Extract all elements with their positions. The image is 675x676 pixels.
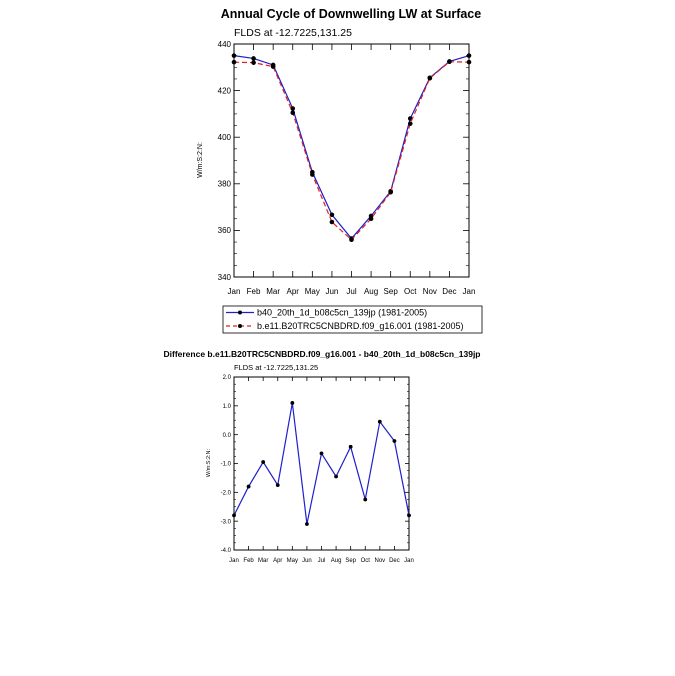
chart1-series-2-point — [369, 216, 374, 221]
chart1-series-1-point — [330, 212, 335, 217]
chart2-series-1-point — [232, 514, 236, 518]
legend-marker-series-2 — [238, 324, 242, 328]
chart2-subtitle: FLDS at -12.7225,131.25 — [234, 363, 319, 372]
chart1-ytick-label: 380 — [217, 179, 231, 189]
chart2-ylabel: W/m:S:2:N: — [206, 448, 212, 478]
chart1-title: Annual Cycle of Downwelling LW at Surface — [220, 7, 482, 21]
chart1-plot-frame — [234, 44, 469, 277]
chart2-xtick-label: Oct — [360, 558, 370, 564]
chart1-xtick-label: Jan — [462, 287, 476, 296]
chart1-legend — [223, 306, 482, 333]
chart1-series-line-2 — [234, 62, 469, 240]
chart1-ytick-label: 400 — [217, 133, 231, 142]
chart1-xtick-label: Dec — [442, 287, 457, 296]
chart1-series-2-point — [271, 64, 276, 69]
chart1-series-2-point — [428, 76, 433, 81]
chart2-series-1-point — [349, 445, 353, 449]
chart2-series-1-point — [290, 401, 294, 405]
chart1-xtick-label: Aug — [363, 287, 379, 296]
chart2-xtick-label: May — [286, 558, 299, 564]
chart2-ytick-label: -1.0 — [220, 461, 231, 468]
chart2-series-1-point — [261, 460, 265, 464]
chart2-xtick-label: Feb — [243, 558, 254, 564]
chart2-xtick-label: Jun — [302, 558, 312, 564]
chart1-series-1-point — [251, 56, 256, 61]
chart2-title: Difference b.e11.B20TRC5CNBDRD.f09_g16.001 - b40_20th_1d_b08c5cn_139jp — [163, 349, 481, 359]
chart1-xtick-label: Apr — [286, 287, 299, 296]
chart2-series-1-point — [393, 439, 397, 443]
chart1-series-2-point — [467, 60, 472, 65]
chart1-series-2-point — [310, 172, 315, 177]
chart1-xtick-label: Jan — [227, 287, 241, 296]
legend-label-series-1: b40_20th_1d_b08c5cn_139jp (1981-2005) — [257, 307, 428, 318]
chart2-xtick-label: Jul — [317, 558, 326, 564]
chart1-series-2-point — [349, 237, 354, 242]
chart1-ylabel: W/m:S:2:N: — [197, 142, 204, 178]
chart2-xtick-label: Dec — [389, 558, 400, 564]
chart1-ytick-label: 440 — [217, 39, 231, 49]
chart2-xtick-label: Mar — [257, 558, 269, 564]
chart1-series-line-1 — [234, 56, 469, 239]
chart1-series-2-point — [251, 60, 256, 65]
chart2-axes — [221, 375, 414, 564]
chart2-series-line-1 — [234, 403, 409, 524]
chart1-series-1-point — [467, 53, 472, 58]
chart2-xtick-label: Jan — [229, 558, 239, 564]
chart1-axes — [218, 40, 476, 296]
chart1-xtick-label: Sep — [383, 287, 398, 296]
chart1-ytick-label: 360 — [217, 226, 231, 236]
chart2-ytick-label: 1.0 — [222, 403, 231, 410]
chart2-plot-frame — [234, 377, 409, 550]
chart1-series-2-point — [330, 220, 335, 225]
chart1-xtick-label: May — [304, 287, 320, 296]
chart1-xtick-label: Jul — [346, 287, 357, 296]
chart1-series-2-point — [388, 190, 393, 195]
chart1-xtick-label: Jun — [325, 287, 339, 296]
chart1-series-2-point — [447, 59, 452, 64]
chart2-xtick-label: Apr — [273, 558, 283, 564]
chart1-xtick-label: Mar — [266, 287, 281, 296]
chart2-series-1-point — [276, 483, 280, 487]
chart1-series-2-point — [232, 60, 237, 65]
chart2-series-1-point — [363, 498, 367, 502]
chart2-xtick-label: Jan — [404, 558, 414, 564]
chart2-ytick-label: -3.0 — [220, 519, 231, 526]
legend-marker-series-1 — [238, 311, 242, 315]
chart2-xtick-label: Sep — [345, 558, 357, 564]
chart1-ytick-label: 340 — [217, 272, 231, 282]
chart2-series-1-point — [320, 452, 324, 456]
legend-label-series-2: b.e11.B20TRC5CNBDRD.f09_g16.001 (1981-2005) — [257, 321, 464, 331]
chart1-xtick-label: Oct — [404, 287, 417, 296]
chart2-ytick-label: -4.0 — [220, 548, 231, 555]
chart2-ytick-label: 2.0 — [222, 375, 231, 382]
chart1-series-2-point — [408, 121, 413, 126]
chart2-series-1-point — [334, 475, 338, 479]
chart2-ytick-label: 0.0 — [222, 432, 231, 439]
chart1-series-1-point — [290, 106, 295, 111]
chart2-series-1-point — [305, 522, 309, 526]
chart1-series-1-point — [232, 53, 237, 58]
chart2-series-1-point — [378, 420, 382, 424]
chart2-series-1-point — [407, 514, 411, 518]
chart1-subtitle: FLDS at -12.7225,131.25 — [234, 27, 352, 39]
chart1-series-2-point — [290, 110, 295, 115]
chart2-series — [232, 401, 411, 526]
chart1-ytick-label: 420 — [217, 86, 231, 96]
chart1-xtick-label: Feb — [246, 287, 261, 296]
chart2-series-1-point — [247, 485, 251, 489]
chart2-xtick-label: Nov — [374, 558, 386, 564]
chart2-xtick-label: Aug — [330, 558, 342, 564]
chart1-series — [232, 53, 472, 242]
chart1-xtick-label: Nov — [422, 287, 437, 296]
chart2-ytick-label: -2.0 — [220, 490, 231, 497]
